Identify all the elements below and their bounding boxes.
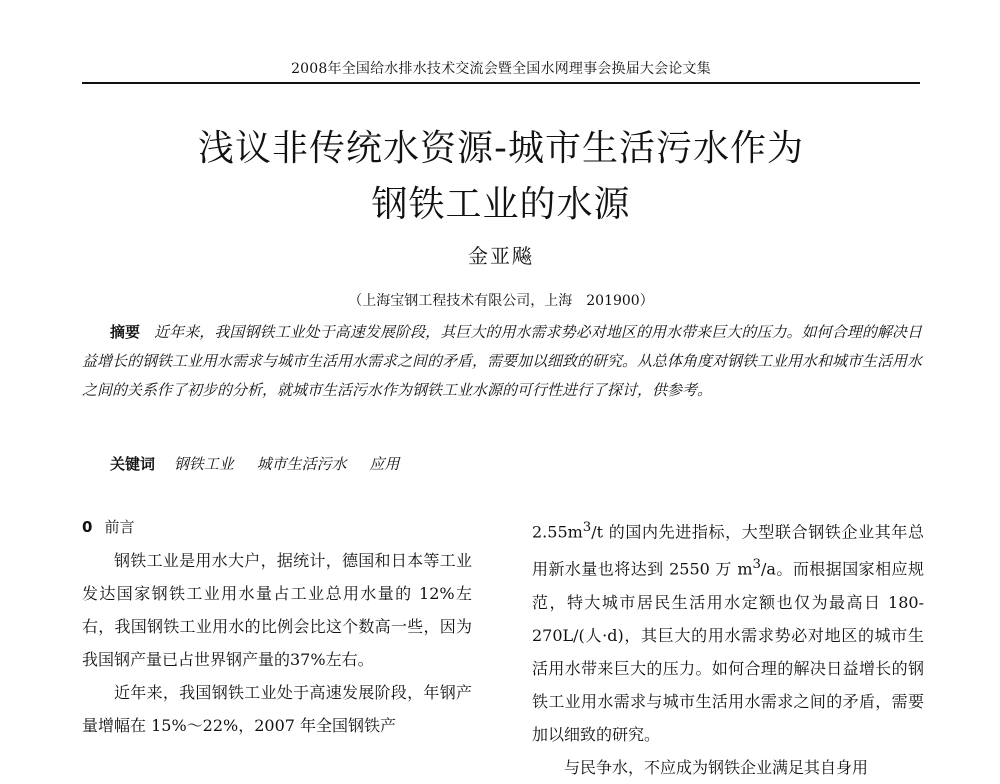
keyword-item: 城市生活污水 — [256, 455, 347, 473]
section-number: 0 — [82, 518, 93, 536]
author-affiliation: （上海宝钢工程技术有限公司，上海 201900） — [348, 293, 654, 309]
paper-title-line-1: 浅议非传统水资源-城市生活污水作为 — [198, 128, 804, 169]
abstract-label: 摘要 — [110, 323, 141, 341]
abstract-text: 近年来，我国钢铁工业处于高速发展阶段，其巨大的用水需求势必对地区的用水带来巨大的压力。如何合理的解决日益增长的钢铁工业用水需求与城市生活用水需求之间的矛盾，需要加以细致的研究。从总体角度对钢铁工业用水和城市生活用水之间的关系作了初步的分析，就城市生活污水作为钢铁工业水源的可行性进行了探讨，供参考。 — [82, 323, 923, 399]
body-paragraph: 与民争水，不应成为钢铁企业满足其自身用 — [564, 757, 869, 777]
text-run: 2.55m — [532, 522, 583, 542]
section-title: 前言 — [104, 518, 135, 536]
paper-title-line-2: 钢铁工业的水源 — [371, 184, 631, 225]
abstract — [82, 318, 922, 405]
section-heading — [82, 511, 472, 544]
superscript: 3 — [752, 557, 762, 573]
keyword-item: 应用 — [369, 455, 400, 473]
left-column — [82, 511, 472, 742]
body-paragraph: 近年来，我国钢铁工业处于高速发展阶段，年钢产量增幅在 15%～22%，2007 年全国钢铁产 — [82, 683, 472, 735]
header-rule — [82, 82, 920, 84]
keyword-item: 钢铁工业 — [173, 455, 234, 473]
text-run: /a。而根据国家相应规范，特大城市居民生活用水定额也仅为最高日 180-270L/(人·d)，其巨大的用水需求势必对地区的城市生活用水带来巨大的压力。如何合理的解决日益增长的钢铁工业用水需求与城市生活用水需求之间的矛盾，需要加以细致的研究。 — [532, 559, 924, 744]
keywords — [110, 453, 417, 474]
keywords-label: 关键词 — [110, 455, 156, 473]
author-name: 金亚飚 — [468, 244, 534, 268]
superscript: 3 — [582, 520, 592, 535]
body-paragraph — [532, 511, 924, 751]
running-header: 2008年全国给水排水技术交流会暨全国水网理事会换届大会论文集 — [291, 61, 711, 77]
right-column — [532, 511, 924, 784]
body-paragraph: 钢铁工业是用水大户，据统计，德国和日本等工业发达国家钢铁工业用水量占工业总用水量的 12%左右，我国钢铁工业用水的比例会比这个数高一些，因为我国钢产量已占世界钢产量的37%左右。 — [82, 551, 472, 669]
text-run: /t 的国内先进指标，大型联合钢铁企业其年总用新水量也将达到 2550 万 m — [532, 522, 924, 579]
